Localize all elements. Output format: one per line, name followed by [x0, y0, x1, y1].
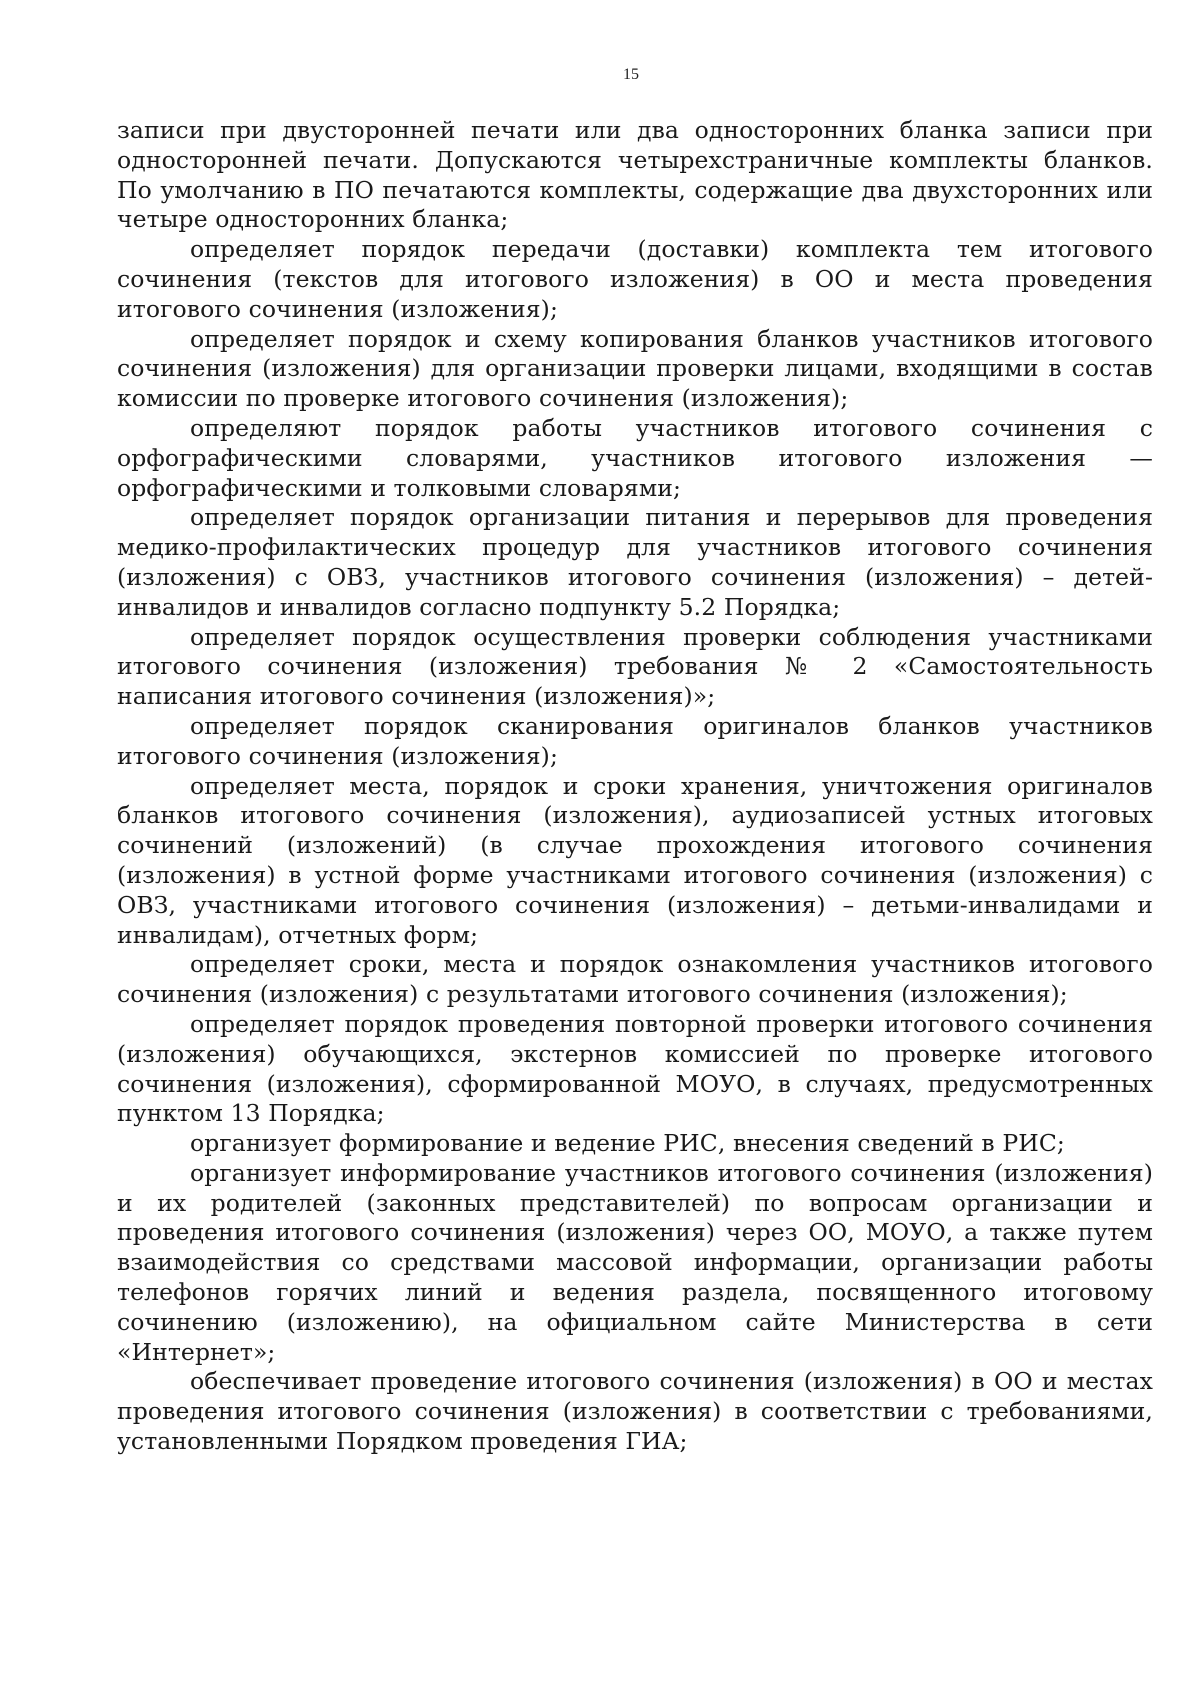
document-body	[117, 116, 1153, 1457]
paragraph-requirement-check: определяет порядок осуществления проверки соблюдения участниками итогового сочинения (изложения) требования № 2 «Самостоятельность написания итогового сочинения (изложения)»;	[117, 622, 1153, 711]
paragraph-continuation: записи при двусторонней печати или два односторонних бланка записи при односторонней печати. Допускаются четырехстраничные комплекты бланков. По умолчанию в ПО печатаются комплекты, содержащие два двухсторонних или четыре односторонних бланка;	[117, 116, 1153, 234]
paragraph-meals-breaks: определяет порядок организации питания и перерывов для проведения медико-профилактических процедур для участников итогового сочинения (изложения) с ОВЗ, участников итогового сочинения (изложения) – детей-инвалидов и инвалидов согласно подпункту 5.2 Порядка;	[117, 503, 1153, 621]
paragraph-informing: организует информирование участников итогового сочинения (изложения) и их родителей (законных представителей) по вопросам организации и проведения итогового сочинения (изложения) через ОО, МОУО, а также путем взаимодействия со средствами массовой информации, организации работы телефонов горячих линий и ведения раздела, посвященного итоговому сочинению (изложению), на официальном сайте Министерства в сети «Интернет»;	[117, 1158, 1153, 1366]
page-number: 15	[623, 66, 639, 83]
paragraph-repeat-check: определяет порядок проведения повторной проверки итогового сочинения (изложения) обучающихся, экстернов комиссией по проверке итогового сочинения (изложения), сформированной МОУО, в случаях, предусмотренных пунктом 13 Порядка;	[117, 1009, 1153, 1128]
paragraph-dictionaries: определяют порядок работы участников итогового сочинения с орфографическими словарями, участников итогового изложения — орфографическими и толковыми словарями;	[117, 413, 1153, 502]
paragraph-results-familiarization: определяет сроки, места и порядок ознакомления участников итогового сочинения (изложения) с результатами итогового сочинения (изложения);	[117, 950, 1153, 1009]
paragraph-ris: организует формирование и ведение РИС, внесения сведений в РИС;	[190, 1129, 1065, 1158]
paragraph-delivery-order: определяет порядок передачи (доставки) комплекта тем итогового сочинения (текстов для итогового изложения) в ОО и места проведения итогового сочинения (изложения);	[117, 235, 1153, 323]
paragraph-storage: определяет места, порядок и сроки хранения, уничтожения оригиналов бланков итогового сочинения (изложения), аудиозаписей устных итоговых сочинений (изложений) (в случае прохождения итогового сочинения (изложения) в устной форме участниками итогового сочинения (изложения) с ОВЗ, участниками итогового сочинения (изложения) – детьми-инвалидами и инвалидам), отчетных форм;	[117, 771, 1153, 949]
paragraph-copying-scheme: определяет порядок и схему копирования бланков участников итогового сочинения (изложения) для организации проверки лицами, входящими в состав комиссии по проверке итогового сочинения (изложения);	[117, 324, 1153, 413]
paragraph-scanning: определяет порядок сканирования оригиналов бланков участников итогового сочинения (изложения);	[117, 711, 1153, 770]
paragraph-conducting: обеспечивает проведение итогового сочинения (изложения) в ОО и местах проведения итогового сочинения (изложения) в соответствии с требованиями, установленными Порядком проведения ГИА;	[117, 1367, 1153, 1456]
